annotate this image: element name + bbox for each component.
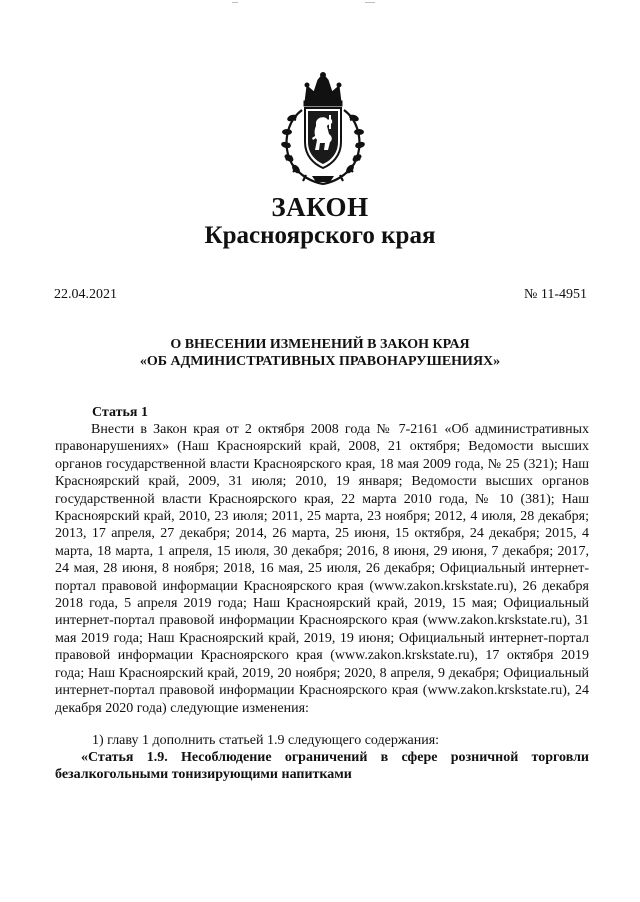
document-number: № 11-4951 [524,287,587,302]
article-body: Внести в Закон края от 2 октября 2008 года № 7-2161 «Об административных правонарушениях» (Наш Красноярский край, 2008, 21 октября; Ведомости высших органов государственной власти Красноярского края, 18 мая 2009 года, № 25 (321); Наш Красноярский край, 2009, 31 июля; 2010, 19 января; Ведомости высших органов государственной власти Красноярского края, 22 марта 2010 года, № 10 (381); Наш Красноярский край, 2010, 23 июля; 2011, 25 марта, 23 ноября; 2012, 4 июля, 28 декабря; 2013, 17 апреля, 27 декабря; 2014, 26 марта, 25 июня, 15 октября, 24 декабря; 2015, 4 марта, 18 марта, 1 апреля, 15 июля, 30 декабря; 2016, 8 июня, 29 июня, 7 декабря; 2017, 24 мая, 28 июня, 8 ноября; 2018, 16 мая, 25 июля, 26 декабря; Официальный интернет-портал правовой информации Красноярского края (www.zakon.krskstate.ru), 26 декабря 2018 года, 5 апреля 2019 года; Наш Красноярский край, 2019, 15 мая; Официальный интернет-портал правовой информации Красноярского края (www.zakon.krskstate.ru), 31 мая 2019 года; Наш Красноярский край, 2019, 19 июня; Официальный интернет-портал правовой информации Красноярского края (www.zakon.krskstate.ru), 17 октября 2019 года; Наш Красноярский край, 2019, 20 ноября; 2020, 8 апреля, 9 декабря; Официальный интернет-портал правовой информации Красноярского края (www.zakon.krskstate.ru), 24 декабря 2020 года) следующие изменения: [55,422,589,716]
article-title: Статья 1 [92,405,148,420]
law-heading-line: «ОБ АДМИНИСТРАТИВНЫХ ПРАВОНАРУШЕНИЯХ» [139,354,501,369]
document-subtitle: Красноярского края [204,222,436,249]
coat-of-arms-icon [272,72,374,186]
document-title: ЗАКОН [271,192,369,222]
document-date: 22.04.2021 [54,287,117,302]
law-heading-line: О ВНЕСЕНИИ ИЗМЕНЕНИЙ В ЗАКОН КРАЯ [170,337,470,352]
law-heading [0,336,640,370]
new-article-title: «Статья 1.9. Несоблюдение ограничений в сфере розничной торговли безалкогольными тонизирующими напитками [55,750,589,783]
scan-artifact [365,2,375,3]
list-item: 1) главу 1 дополнить статьей 1.9 следующего содержания: [92,733,440,748]
scan-artifact [232,2,238,3]
